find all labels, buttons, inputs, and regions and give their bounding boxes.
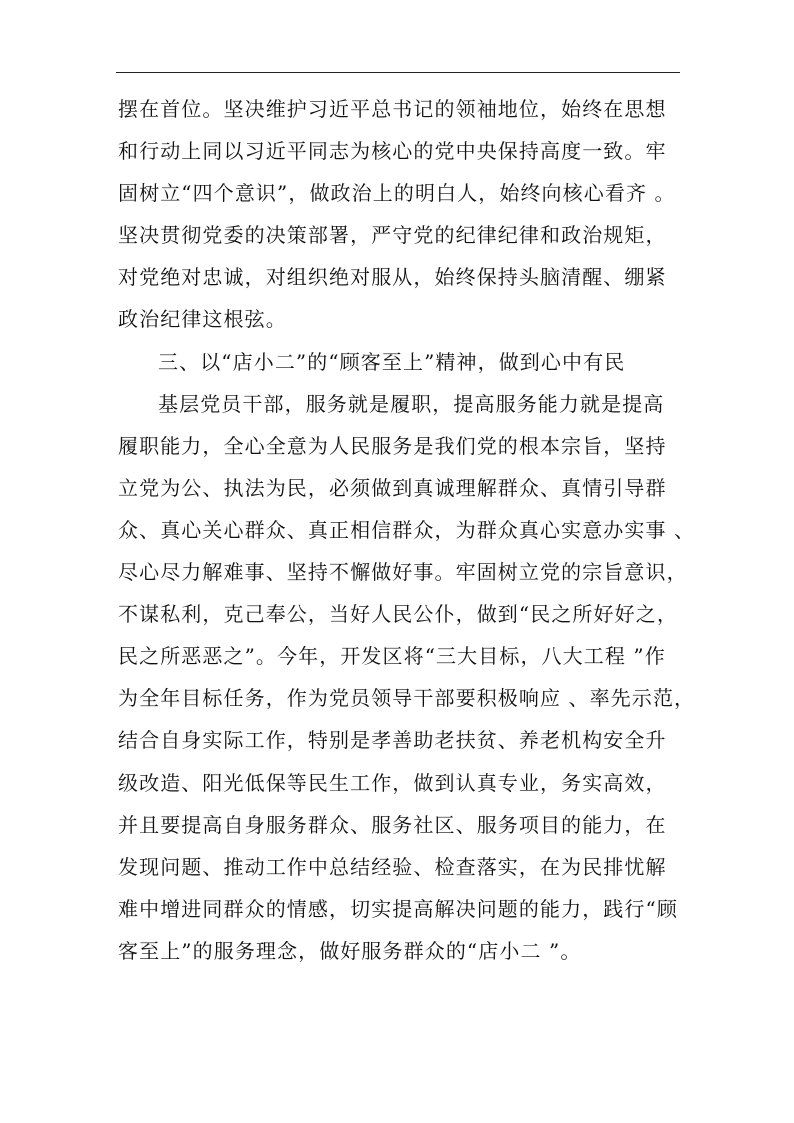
text-line: 摆在首位。坚决维护习近平总书记的领袖地位，始终在思想 <box>118 97 667 121</box>
text-line: 和行动上同以习近平同志为核心的党中央保持高度一致。牢 <box>118 139 667 164</box>
text-line: 级改造、阳光低保等民生工作，做到认真专业，务实高效， <box>118 770 667 795</box>
text-line: 对党绝对忠诚，对组织绝对服从，始终保持头脑清醒、绷紧 <box>118 265 667 290</box>
text-line: 立党为公、执法为民，必须做到真诚理解群众、真情引导群 <box>118 475 667 500</box>
section-heading: 三、以“店小二”的“顾客至上”精神，做到心中有民 <box>158 349 626 374</box>
text-line: 客至上”的服务理念，做好服务群众的“店小二 ”。 <box>118 938 582 963</box>
text-line: 尽心尽力解难事、坚持不懈做好事。牢固树立党的宗旨意识， <box>118 560 688 585</box>
text-line: 发现问题、推动工作中总结经验、检查落实，在为民排忧解 <box>118 854 667 879</box>
text-line: 基层党员干部，服务就是履职，提高服务能力就是提高 <box>158 391 665 416</box>
text-line: 并且要提高自身服务群众、服务社区、服务项目的能力，在 <box>118 812 667 837</box>
text-line: 政治纪律这根弦。 <box>118 307 287 332</box>
text-line: 众、真心关心群众、真正相信群众，为群众真心实意办实事 、 <box>118 517 696 542</box>
text-line: 民之所恶恶之”。今年，开发区将“三大目标，八大工程 ”作 <box>118 644 666 669</box>
text-line: 履职能力，全心全意为人民服务是我们党的根本宗旨，坚持 <box>118 433 667 458</box>
text-line: 难中增进同群众的情感，切实提高解决问题的能力，践行“顾 <box>118 896 678 921</box>
header-rule <box>116 72 680 73</box>
text-line: 为全年目标任务，作为党员领导干部要积极响应 、率先示范， <box>118 686 696 711</box>
text-line: 结合自身实际工作，特别是孝善助老扶贫、养老机构安全升 <box>118 728 667 753</box>
text-line: 坚决贯彻党委的决策部署，严守党的纪律纪律和政治规矩， <box>118 223 667 248</box>
text-line: 固树立“四个意识”，做政治上的明白人，始终向核心看齐 。 <box>118 181 676 206</box>
document-body <box>118 88 696 972</box>
text-line: 不谋私利，克己奉公，当好人民公仆，做到“民之所好好之， <box>118 602 678 627</box>
